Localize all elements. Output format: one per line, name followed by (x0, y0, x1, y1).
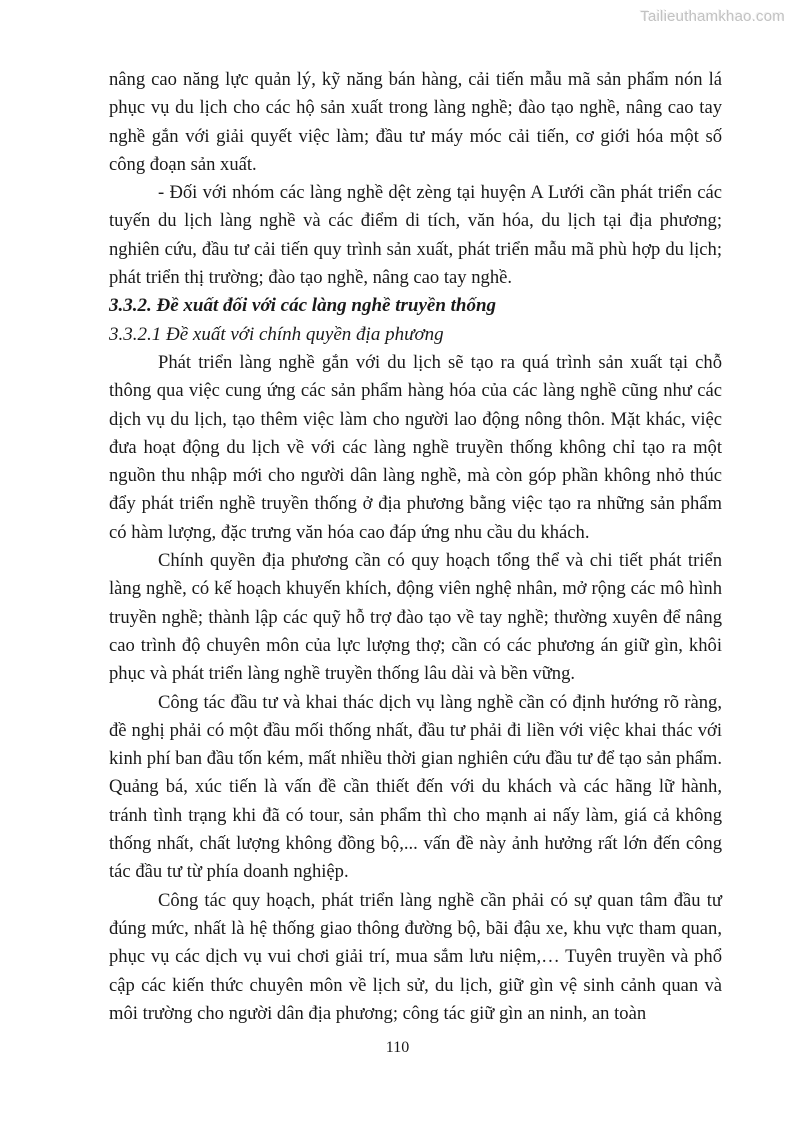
paragraph-det-zeng: - Đối với nhóm các làng nghề dệt zèng tại huyện A Lưới cần phát triển các tuyến du lịch làng nghề và các điểm di tích, văn hóa, du lịch tại địa phương; nghiên cứu, đầu tư cải tiến quy trình sản xuất, phát triển mẫu mã phù hợp du lịch; phát triển thị trường; đào tạo nghề, nâng cao tay nghề. (109, 182, 722, 289)
section-heading-3-3-2: 3.3.2. Đề xuất đối với các làng nghề truyền thống (109, 295, 497, 317)
paragraph-cong-tac-quy-hoach: Công tác quy hoạch, phát triển làng nghề cần phải có sự quan tâm đầu tư đúng mức, nhất là hệ thống giao thông đường bộ, bãi đậu xe, khu vực tham quan, phục vụ các dịch vụ vui chơi giải trí, mua sắm lưu niệm,… Tuyên truyền và phổ cập các kiến thức chuyên môn về lịch sử, du lịch, giữ gìn vệ sinh cảnh quan và môi trường cho người dân địa phương; công tác giữ gìn an ninh, an toàn (109, 889, 722, 1024)
page-number: 110 (385, 1039, 410, 1056)
paragraph-chinh-quyen: Chính quyền địa phương cần có quy hoạch tổng thể và chi tiết phát triển làng nghề, có kế hoạch khuyến khích, động viên nghệ nhân, mở rộng các mô hình truyền nghề; thành lập các quỹ hỗ trợ đào tạo về tay nghề; thường xuyên để nâng cao trình độ chuyên môn của lực lượng thợ; cần có các phương án giữ gìn, khôi phục và phát triển làng nghề truyền thống lâu dài và bền vững. (109, 550, 722, 685)
subsection-heading-3-3-2-1: 3.3.2.1 Đề xuất với chính quyền địa phương (109, 323, 444, 345)
document-body (109, 66, 722, 1028)
watermark-text: Tailieuthamkhao.com (640, 8, 785, 25)
paragraph-continuation: nâng cao năng lực quản lý, kỹ năng bán hàng, cải tiến mẫu mã sản phẩm nón lá phục vụ du lịch cho các hộ sản xuất trong làng nghề; đào tạo nghề, nâng cao tay nghề gắn với giải quyết việc làm; đầu tư máy móc cải tiến, cơ giới hóa một số công đoạn sản xuất. (109, 69, 722, 175)
paragraph-cong-tac-dau-tu: Công tác đầu tư và khai thác dịch vụ làng nghề cần có định hướng rõ ràng, đề nghị phải có một đầu mối thống nhất, đầu tư phải đi liền với việc khai thác với kinh phí ban đầu tốn kém, mất nhiều thời gian nghiên cứu đầu tư để tạo sản phẩm. Quảng bá, xúc tiến là vấn đề cần thiết đến với du khách và các hãng lữ hành, tránh tình trạng khi đã có tour, sản phẩm thì cho mạnh ai nấy làm, giá cả không thống nhất, chất lượng không đồng bộ,... vấn đề này ảnh hưởng rất lớn đến công tác đầu tư từ phía doanh nghiệp. (109, 691, 722, 883)
paragraph-phat-trien-lang-nghe: Phát triển làng nghề gắn với du lịch sẽ tạo ra quá trình sản xuất tại chỗ thông qua việc cung ứng các sản phẩm hàng hóa của các làng nghề cũng như các dịch vụ du lịch, tạo thêm việc làm cho người lao động nông thôn. Mặt khác, việc đưa hoạt động du lịch về với các làng nghề truyền thống không chỉ tạo ra một nguồn thu nhập mới cho người dân làng nghề, mà còn góp phần không nhỏ thúc đẩy phát triển nghề truyền thống ở địa phương bằng việc tạo ra những sản phẩm có hàm lượng, đặc trưng văn hóa cao đáp ứng nhu cầu du khách. (109, 351, 722, 543)
